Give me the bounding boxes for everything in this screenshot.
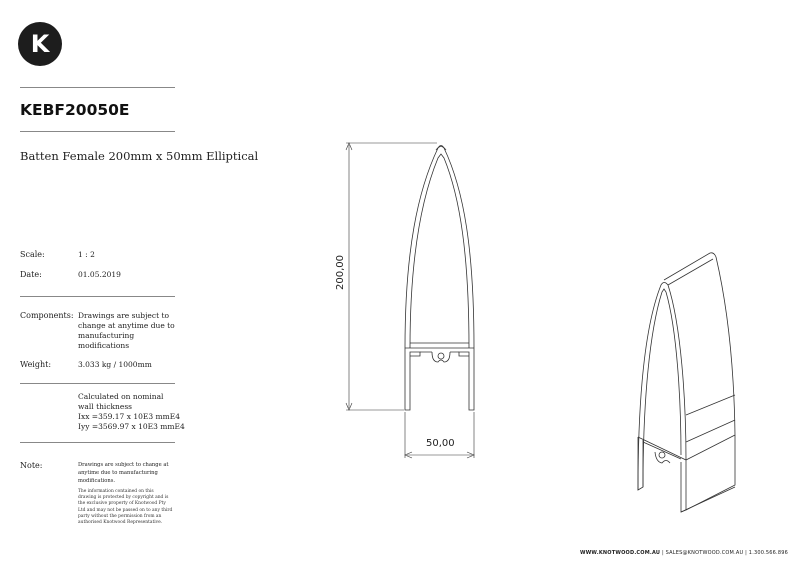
components-line: change at anytime due to [78, 321, 175, 330]
note-label: Note: [20, 461, 43, 470]
extrusion-crest [668, 259, 713, 285]
date-label: Date: [20, 270, 42, 279]
chamber-top-inner [643, 442, 681, 459]
chamber-top-front [638, 437, 686, 460]
height-dimension-label: 200,00 [335, 255, 346, 290]
copyright-line: the exclusive property of Knotwood Pty [78, 501, 166, 507]
profile-3d-view [638, 253, 735, 512]
copyright-line: authorised Knotwood Representative. [78, 520, 163, 526]
copyright-line: drawing is protected by copyright and is [78, 495, 169, 501]
contact-footer [580, 550, 788, 556]
calc-line: Iyy =3569.97 x 10E3 mmE4 [78, 422, 185, 431]
front-right-leg [681, 460, 686, 512]
base-edge [681, 487, 735, 512]
right-leg [459, 348, 474, 410]
clip-profile [432, 352, 450, 362]
weight-label: Weight: [20, 360, 52, 369]
copyright-line: Ltd and may not be passed on to any third [78, 507, 173, 513]
components-label: Components: [20, 311, 74, 320]
front-face-inner [643, 289, 681, 487]
side-panel-edges [686, 395, 735, 442]
inner-shell-outline [410, 154, 469, 348]
chamber-floor [405, 343, 474, 348]
weight-value: 3.033 kg / 1000mm [78, 360, 152, 369]
scale-value: 1 : 2 [78, 250, 95, 259]
product-name: Batten Female 200mm x 50mm Elliptical [20, 149, 259, 163]
note-line: modifications. [78, 478, 115, 484]
scale-label: Scale: [20, 250, 45, 259]
website-link[interactable]: WWW.KNOTWOOD.COM.AU [580, 550, 661, 556]
extrusion-top-edge [664, 253, 735, 435]
clip-3d-circle [659, 452, 665, 458]
components-line: Drawings are subject to [78, 311, 170, 320]
clip-circle [438, 353, 444, 359]
contact-details: | SALES@KNOTWOOD.COM.AU | 1.300.566.896 [660, 550, 788, 556]
calc-line: Calculated on nominal [78, 392, 164, 401]
product-code: KEBF20050E [20, 101, 130, 119]
note-line: Drawings are subject to change at [78, 462, 169, 468]
date-value: 01.05.2019 [78, 270, 121, 279]
clip-3d [655, 452, 670, 463]
copyright-line: party without the permission from an [78, 513, 162, 519]
components-line: manufacturing [78, 331, 135, 340]
left-leg [405, 348, 420, 410]
outer-shell-outline [405, 146, 474, 349]
copyright-line: The information contained on this [78, 489, 154, 494]
width-dimension-label: 50,00 [426, 438, 455, 449]
logo-letter: K [30, 30, 50, 58]
components-line: modifications [78, 341, 130, 350]
calc-line: Ixx =359.17 x 10E3 mmE4 [78, 412, 180, 421]
note-line: anytime due to manufacturing [78, 470, 158, 476]
calc-line: wall thickness [78, 402, 133, 411]
